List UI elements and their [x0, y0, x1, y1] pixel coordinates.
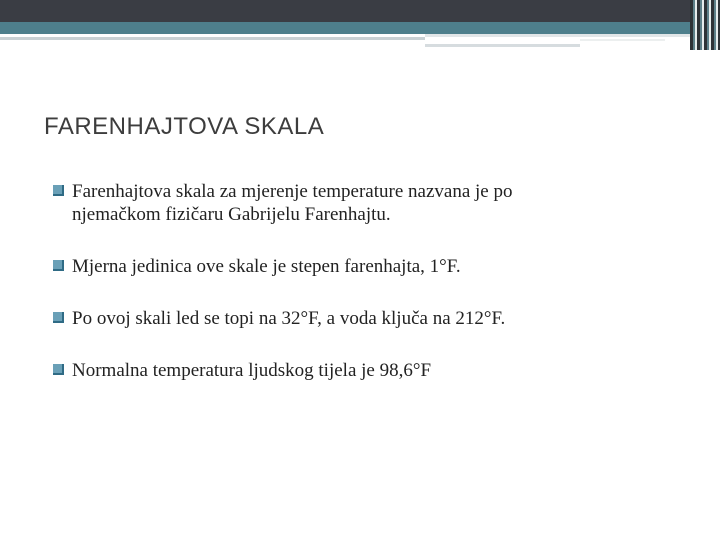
header-accent-line [425, 44, 580, 47]
checkbox-square-icon [53, 364, 64, 375]
bullet-item [52, 180, 652, 226]
header-edge-stripes [690, 0, 720, 50]
bullet-item [52, 359, 652, 382]
header-accent-line [425, 34, 720, 37]
checkbox-square-icon [53, 260, 64, 271]
bullet-text: Mjerna jedinica ove skale je stepen farenhajta, 1°F. [72, 256, 461, 277]
bullet-text: Farenhajtova skala za mjerenje temperature nazvana je po [72, 181, 513, 202]
bullet-text: Normalna temperatura ljudskog tijela je 98,6°F [72, 360, 432, 381]
bullet-text: Po ovoj skali led se topi na 32°F, a voda ključa na 212°F. [72, 308, 506, 329]
header-dark-band [0, 0, 720, 22]
slide-title: FARENHAJTOVA SKALA [44, 113, 325, 140]
bullet-text-continuation: njemačkom fizičaru Gabrijelu Farenhajtu. [72, 204, 391, 225]
checkbox-square-icon [53, 185, 64, 196]
bullet-list [52, 180, 652, 382]
header-accent-line [580, 39, 665, 41]
bullet-item [52, 307, 652, 330]
header-teal-band [0, 22, 720, 34]
bullet-item [52, 255, 652, 278]
checkbox-square-icon [53, 312, 64, 323]
header-decoration [0, 0, 720, 50]
header-accent-line [0, 37, 425, 40]
